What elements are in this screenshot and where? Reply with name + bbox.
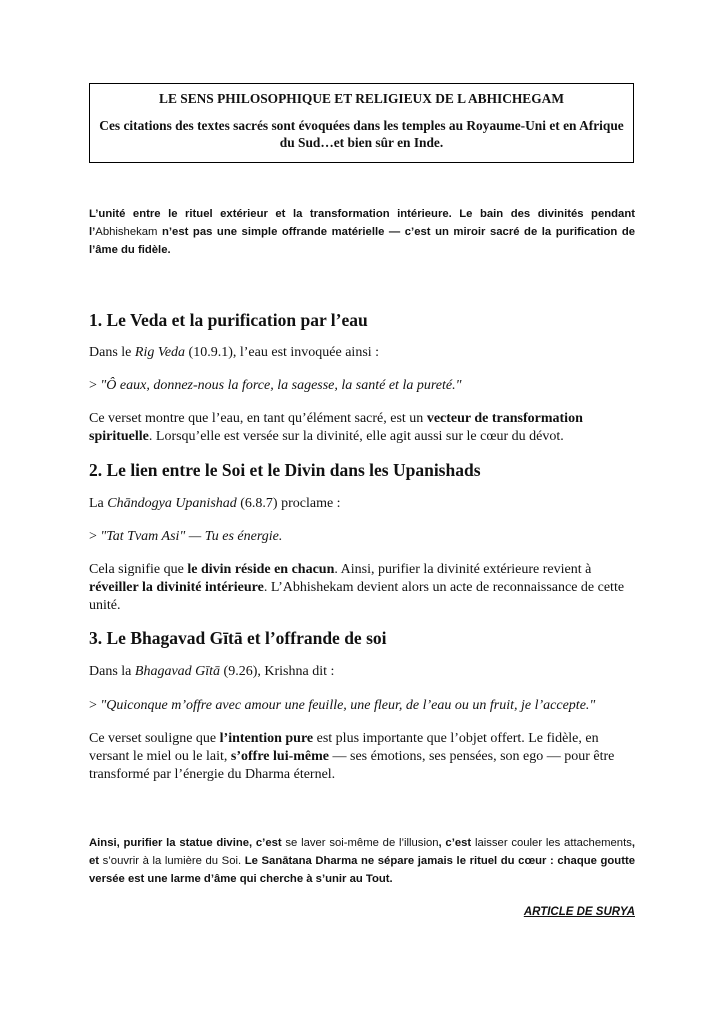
intro-text-c: n’est pas une simple offrande matérielle — c’est un miroir sacré de la purification de l’âme du fidèle.: [89, 226, 635, 256]
s1-quote-text: "Ô eaux, donnez-nous la force, la sagesse, la santé et la pureté.": [100, 378, 462, 393]
s3-p2-e: — ses émotions, ses pensées, son ego — pour être transformé par l’énergie du Dharma éternel.: [89, 749, 615, 782]
s1-p2-c: . Lorsqu’elle est versée sur la divinité, elle agit aussi sur le cœur du dévot.: [148, 429, 564, 444]
s1-p1-c: (10.9.1), l’eau est invoquée ainsi :: [185, 345, 380, 360]
quote-marker: >: [89, 378, 101, 393]
s2-p1-a: La: [89, 496, 108, 511]
s3-p1-b: Bhagavad Gītā: [134, 664, 221, 679]
s3-p1-a: Dans la: [89, 664, 135, 679]
s2-p1-c: (6.8.7) proclame :: [236, 496, 341, 511]
conclusion-a: Ainsi, purifier la statue divine, c’est: [89, 837, 282, 849]
conclusion-g: Le Sanātana Dharma ne sépare jamais le rituel du cœur : chaque goutte versée est une larme d’âme qui cherche à s’unir au Tout.: [89, 855, 636, 885]
s3-p2-c: est plus importante que l’objet offert. Le fidèle, en versant le miel ou le lait,: [89, 731, 599, 764]
s2-p2-a: Cela signifie que: [89, 562, 188, 577]
section-3-quote: [89, 697, 635, 715]
s1-p1-b: Rig Veda: [134, 345, 186, 360]
conclusion-d: laisser couler les attachements: [471, 837, 632, 849]
section-1-quote: [89, 377, 635, 395]
section-2-paragraph-2: [89, 561, 635, 615]
s3-p2-b: l’intention pure: [219, 731, 314, 746]
section-2-heading: 2. Le lien entre le Soi et le Divin dans les Upanishads: [89, 460, 481, 480]
s2-p2-d: réveiller la divinité intérieure: [89, 580, 264, 595]
s3-p1-c: (9.26), Krishna dit :: [220, 664, 335, 679]
article-signature: ARTICLE DE SURYA: [523, 906, 635, 918]
intro-paragraph: [89, 205, 635, 259]
section-1-paragraph-1: [89, 344, 635, 362]
section-3-paragraph-1: [89, 663, 635, 681]
s3-p2-d: s’offre lui-même: [230, 749, 329, 764]
quote-marker: >: [89, 529, 101, 544]
section-2-quote: [89, 528, 635, 546]
conclusion-b: se laver soi-même de l’illusion: [281, 837, 439, 849]
intro-text-a: L’unité entre le rituel extérieur et la transformation intérieure. Le bain des divinités pendant l’: [89, 208, 635, 238]
s2-quote-text: "Tat Tvam Asi" — Tu es énergie.: [100, 529, 283, 544]
s1-p1-a: Dans le: [89, 345, 135, 360]
section-3-heading: 3. Le Bhagavad Gītā et l’offrande de soi: [89, 628, 387, 648]
intro-text-b: Abhishekam: [95, 226, 158, 238]
s1-p2-b: vecteur de transformation spirituelle: [89, 411, 583, 444]
s3-p2-a: Ce verset souligne que: [89, 731, 220, 746]
section-3-paragraph-2: [89, 730, 635, 784]
s2-p2-c: . Ainsi, purifier la divinité extérieure revient à: [334, 562, 592, 577]
document-subtitle: Ces citations des textes sacrés sont évoquées dans les temples au Royaume-Uni et en Afrique du Sud…et bien sûr en Inde.: [99, 118, 624, 150]
s2-p2-b: le divin réside en chacun: [187, 562, 335, 577]
conclusion-c: , c’est: [438, 837, 472, 849]
section-2-paragraph-1: [89, 495, 635, 513]
quote-marker: >: [89, 698, 101, 713]
section-1-heading: 1. Le Veda et la purification par l’eau: [89, 310, 368, 330]
conclusion-paragraph: [89, 834, 635, 888]
title-box: [89, 83, 634, 163]
section-1-paragraph-2: [89, 410, 635, 446]
conclusion-e: , et: [89, 837, 636, 867]
s1-p2-a: Ce verset montre que l’eau, en tant qu’élément sacré, est un: [89, 411, 427, 426]
document-title: LE SENS PHILOSOPHIQUE ET RELIGIEUX DE L ABHICHEGAM: [159, 91, 564, 106]
s2-p2-e: . L’Abhishekam devient alors un acte de reconnaissance de cette unité.: [89, 580, 625, 613]
conclusion-f: s’ouvrir à la lumière du Soi.: [99, 855, 245, 867]
s3-quote-text: "Quiconque m’offre avec amour une feuille, une fleur, de l’eau ou un fruit, je l’accepte.": [100, 698, 596, 713]
s2-p1-b: Chāndogya Upanishad: [107, 496, 237, 511]
